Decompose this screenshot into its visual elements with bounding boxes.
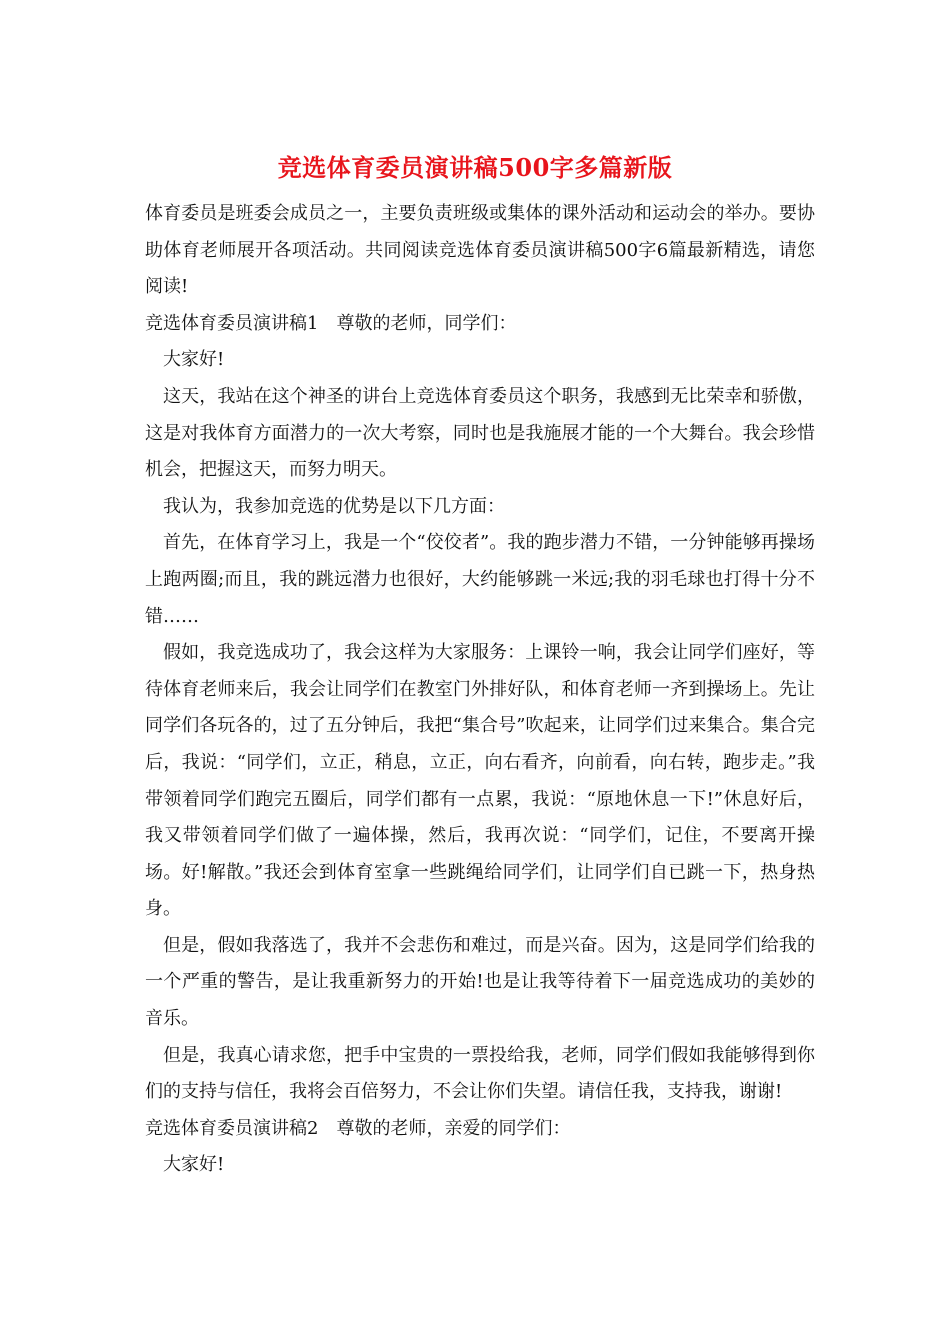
speech-2-heading: 竞选体育委员演讲稿2 尊敬的老师，亲爱的同学们： — [145, 1117, 571, 1139]
speech-1-paragraph: 假如，我竞选成功了，我会这样为大家服务：上课铃一响，我会让同学们座好，等待体育老师来后，我会让同学们在教室门外排好队，和体育老师一齐到操场上。先让同学们各玩各的，过了五分钟后，我把“集合号”吹起来，让同学们过来集合。集合完后，我说：“同学们，立正，稍息，立正，向右看齐，向前看，向右转，跑步走。”我带领着同学们跑完五圈后，同学们都有一点累，我说：“原地休息一下!”休息好后，我又带领着同学们做了一遍体操，然后，我再次说：“同学们，记住，不要离开操场。好!解散。”我还会到体育室拿一些跳绳给同学们，让同学们自已跳一下，热身热身。 — [145, 642, 815, 920]
speech-1-closing: 但是，我真心请求您，把手中宝贵的一票投给我，老师，同学们假如我能够得到你们的支持与信任，我将会百倍努力，不会让你们失望。请信任我，支持我，谢谢! — [145, 1044, 815, 1103]
speech-1-greeting: 大家好! — [163, 349, 225, 371]
intro-paragraph: 体育委员是班委会成员之一，主要负责班级或集体的课外活动和运动会的举办。要协助体育老师展开各项活动。共同阅读竞选体育委员演讲稿500字6篇最新精选，请您阅读! — [145, 203, 815, 298]
speech-2-greeting: 大家好! — [163, 1154, 225, 1176]
speech-1-paragraph: 这天，我站在这个神圣的讲台上竞选体育委员这个职务，我感到无比荣幸和骄傲，这是对我体育方面潜力的一次大考察，同时也是我施展才能的一个大舞台。我会珍惜机会，把握这天，而努力明天。 — [145, 385, 815, 481]
speech-1-paragraph: 但是，假如我落选了，我并不会悲伤和难过，而是兴奋。因为，这是同学们给我的一个严重的警告，是让我重新努力的开始!也是让我等待着下一届竞选成功的美妙的音乐。 — [145, 934, 815, 1030]
document-title: 竞选体育委员演讲稿500字多篇新版 — [277, 153, 673, 182]
speech-1-paragraph: 我认为，我参加竞选的优势是以下几方面： — [163, 495, 505, 517]
speech-1-paragraph: 首先，在体育学习上，我是一个“佼佼者”。我的跑步潜力不错，一分钟能够再操场上跑两圈;而且，我的跳远潜力也很好，大约能够跳一米远;我的羽毛球也打得十分不错…… — [145, 532, 815, 627]
speech-1-heading: 竞选体育委员演讲稿1 尊敬的老师，同学们： — [145, 312, 517, 334]
document-body — [145, 196, 815, 1184]
